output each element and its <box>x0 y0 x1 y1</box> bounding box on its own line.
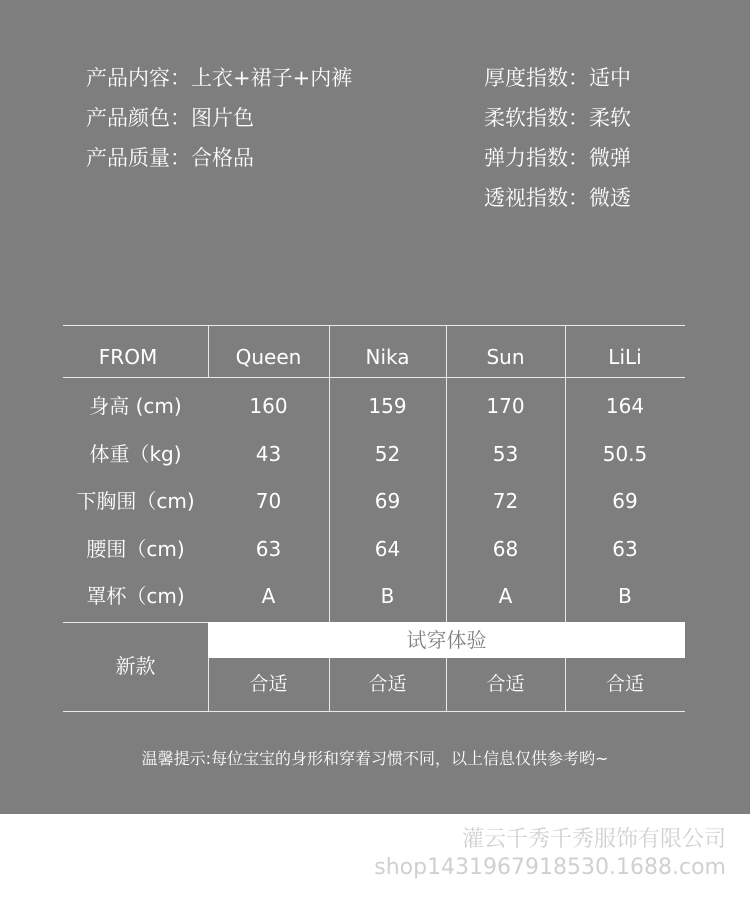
info-value: 柔软 <box>589 106 631 130</box>
info-label: 产品内容： <box>86 66 191 90</box>
table-cell: 160 <box>249 394 288 418</box>
table-cell: 64 <box>374 537 401 561</box>
watermark-company: 灌云千秀千秀服饰有限公司 <box>461 827 726 852</box>
table-cell: 69 <box>612 489 638 513</box>
table-header-queen: Queen <box>235 345 302 369</box>
table-header-sun: Sun <box>486 345 525 369</box>
row-label-waist: 腰围（cm) <box>86 537 185 561</box>
row-label-underbust: 下胸围（cm) <box>76 489 195 513</box>
info-value: 适中 <box>589 66 631 90</box>
table-cell: 70 <box>255 489 282 513</box>
fit-cell: 合适 <box>249 673 288 695</box>
table-divider <box>63 711 685 712</box>
trial-experience-banner: 试穿体验 <box>208 622 685 658</box>
reference-note: 温馨提示:每位宝宝的身形和穿着习惯不同，以上信息仅供参考哟~ <box>141 749 609 768</box>
table-header-nika: Nika <box>365 345 410 369</box>
row-label-cup: 罩杯（cm) <box>86 584 185 608</box>
info-row-thickness <box>484 58 631 98</box>
info-row-content <box>86 58 352 98</box>
info-value: 微弹 <box>589 146 631 170</box>
fit-cell: 合适 <box>486 673 525 695</box>
table-cell: 52 <box>374 442 401 466</box>
table-cell: B <box>380 584 395 608</box>
table-cell: 63 <box>255 537 282 561</box>
info-row-color <box>86 98 352 138</box>
table-cell: 53 <box>492 442 519 466</box>
table-cell: 170 <box>486 394 525 418</box>
table-header-lili: LiLi <box>608 345 642 369</box>
product-info-left <box>86 58 352 178</box>
info-label: 柔软指数： <box>484 106 589 130</box>
info-label: 厚度指数： <box>484 66 589 90</box>
table-cell: 72 <box>492 489 519 513</box>
info-label: 产品质量： <box>86 146 191 170</box>
fit-cell: 合适 <box>368 673 407 695</box>
info-value: 微透 <box>589 186 631 210</box>
table-header-from: FROM <box>98 345 158 369</box>
table-cell: A <box>261 584 276 608</box>
info-label: 弹力指数： <box>484 146 589 170</box>
row-label-height: 身高 (cm) <box>89 394 182 418</box>
info-value: 上衣+裙子+内裤 <box>191 66 353 90</box>
table-cell: B <box>618 584 632 608</box>
table-cell: 43 <box>255 442 282 466</box>
info-row-quality <box>86 138 352 178</box>
table-cell: 69 <box>374 489 401 513</box>
row-label-weight: 体重（kg) <box>89 442 182 466</box>
table-cell: 63 <box>612 537 638 561</box>
model-size-table <box>63 325 685 713</box>
info-row-transparency <box>484 178 631 218</box>
info-row-elasticity <box>484 138 631 178</box>
table-cell: A <box>498 584 513 608</box>
table-cell: 68 <box>492 537 519 561</box>
fit-cell: 合适 <box>605 673 644 695</box>
info-label: 透视指数： <box>484 186 589 210</box>
info-label: 产品颜色： <box>86 106 191 130</box>
product-info-right <box>484 58 631 218</box>
watermark-shop-url: shop1431967918530.1688.com <box>374 855 726 880</box>
table-cell: 50.5 <box>602 442 648 466</box>
info-value: 图片色 <box>191 106 254 130</box>
table-cell: 159 <box>368 394 407 418</box>
table-cell: 164 <box>605 394 645 418</box>
new-style-label: 新款 <box>115 654 156 678</box>
info-value: 合格品 <box>191 146 254 170</box>
info-row-softness <box>484 98 631 138</box>
